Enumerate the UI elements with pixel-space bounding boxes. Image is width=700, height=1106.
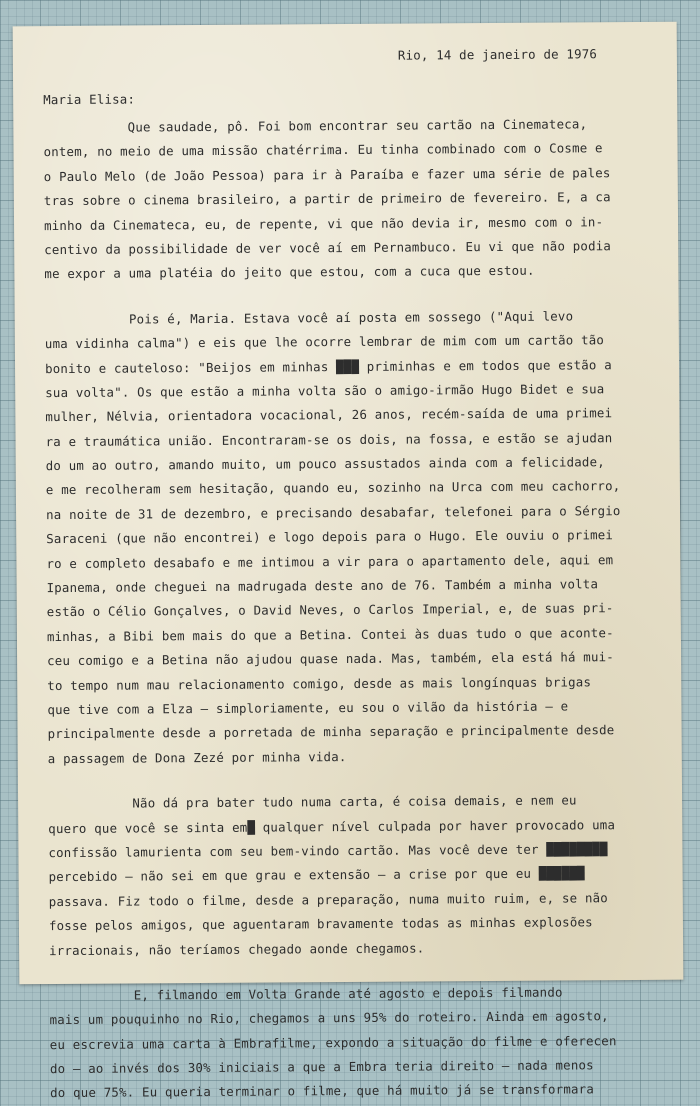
text-line: bonito e cauteloso: "Beijos em minhas ███ priminhas e em todos que estão a bbox=[44, 356, 612, 376]
text-line: irracionais, não teríamos chegado aonde chegamos. bbox=[49, 939, 425, 958]
paragraph-3 bbox=[48, 788, 649, 963]
text-line: confissão lamurienta com seu bem-vindo cartão. Mas você deve ter ████████ bbox=[48, 841, 608, 861]
salutation: Maria Elisa: bbox=[43, 91, 136, 108]
paragraph-1 bbox=[43, 112, 644, 287]
text-line: Ipanema, onde cheguei na madrugada deste ano de 76. Também a minha volta bbox=[46, 576, 599, 596]
text-line: minho da Cinemateca, eu, de repente, vi que não devia ir, mesmo com o in- bbox=[44, 213, 604, 233]
text-line: Pois é, Maria. Estava você aí posta em sossego ("Aqui levo bbox=[44, 308, 574, 327]
text-line: o Paulo Melo (de João Pessoa) para ir à Paraíba e fazer uma série de pales bbox=[43, 164, 611, 184]
letter-sheet bbox=[13, 22, 684, 1101]
text-line: e me recolheram sem hesitação, quando eu, sozinho na Urca com meu cachorro, bbox=[45, 478, 621, 498]
text-line: Que saudade, pô. Foi bom encontrar seu cartão na Cinemateca, bbox=[43, 116, 588, 136]
text-line: ro e completo desabafo e me intimou a vir para o apartamento dele, aqui em bbox=[46, 551, 614, 571]
text-line: ontem, no meio de uma missão chatérrima. Eu tinha combinado com o Cosme e bbox=[43, 140, 603, 160]
text-line: centivo da possibilidade de ver você aí em Pernambuco. Eu vi que não podia bbox=[44, 238, 612, 258]
text-line: me expor a uma platéia do jeito que estou, com a cuca que estou. bbox=[44, 263, 535, 282]
letter-date: Rio, 14 de janeiro de 1976 bbox=[397, 46, 598, 63]
text-line: percebido — não sei em que grau e extensão — a crise por que eu ██████ bbox=[48, 865, 585, 885]
typed-letter bbox=[13, 22, 677, 1101]
text-line: minhas, a Bibi bem mais do que a Betina. Contei às duas tudo o que aconte- bbox=[46, 624, 614, 644]
text-line: uma vidinha calma") e eis que lhe ocorre lembrar de mim com um cartão tão bbox=[44, 332, 605, 352]
text-line: do que 75%. Eu queria terminar o filme, que há muito já se transformara bbox=[50, 1081, 595, 1101]
text-line: Não dá pra bater tudo numa carta, é coisa demais, e nem eu bbox=[48, 792, 577, 812]
text-line: eu escrevia uma carta à Embrafilme, expondo a situação do filme e oferecen bbox=[49, 1032, 617, 1052]
text-line: mulher, Nélvia, orientadora vocacional, 26 anos, recém-saída de uma primei bbox=[45, 405, 613, 425]
text-line: a passagem de Dona Zezé por minha vida. bbox=[47, 748, 347, 766]
text-line: to tempo num mau relacionamento comigo, desde as mais longínquas brigas bbox=[47, 673, 592, 693]
paragraph-4 bbox=[49, 980, 650, 1106]
text-line: que tive com a Elza — simploriamente, eu sou o vilão da história — e bbox=[47, 698, 569, 718]
text-line: sua volta". Os que estão a minha volta são o amigo-irmão Hugo Bidet e sua bbox=[45, 381, 605, 401]
paragraph-2 bbox=[45, 304, 648, 772]
text-line: tras sobre o cinema brasileiro, a partir de primeiro de fevereiro. E, a ca bbox=[43, 189, 611, 209]
text-line: ra e traumática união. Encontraram-se os dois, na fossa, e estão se ajudan bbox=[45, 429, 613, 449]
text-line: Saraceni (que não encontrei) e logo depois para o Hugo. Ele ouviu o primei bbox=[46, 527, 614, 547]
text-line: quero que você se sinta em█ qualquer nível culpada por haver provocado uma bbox=[48, 816, 616, 836]
text-line: na noite de 31 de dezembro, e precisando desabafar, telefonei para o Sérgio bbox=[46, 502, 621, 522]
letter-body bbox=[43, 112, 650, 1106]
text-line: E, filmando em Volta Grande até agosto e depois filmando bbox=[49, 984, 563, 1003]
text-line: do um ao outro, amando muito, um pouco assustados ainda com a felicidade, bbox=[45, 454, 605, 474]
text-line: fosse pelos amigos, que aguentaram bravamente todas as minhas explosões bbox=[48, 914, 593, 934]
text-line: passava. Fiz todo o filme, desde a preparação, numa muito ruim, e, se não bbox=[48, 889, 608, 909]
text-line: ceu comigo e a Betina não ajudou quase nada. Mas, também, ela está há mui- bbox=[47, 649, 614, 669]
text-line: do — ao invés dos 30% iniciais a que a Embra teria direito — nada menos bbox=[49, 1057, 594, 1077]
text-line: mais um pouquinho no Rio, chegamos a uns 95% do roteiro. Ainda em agosto, bbox=[49, 1008, 609, 1028]
text-line: principalmente desde a porretada de minha separação e principalmente desde bbox=[47, 722, 615, 742]
text-line: estão o Célio Gonçalves, o David Neves, o Carlos Imperial, e, de suas pri- bbox=[46, 600, 614, 620]
